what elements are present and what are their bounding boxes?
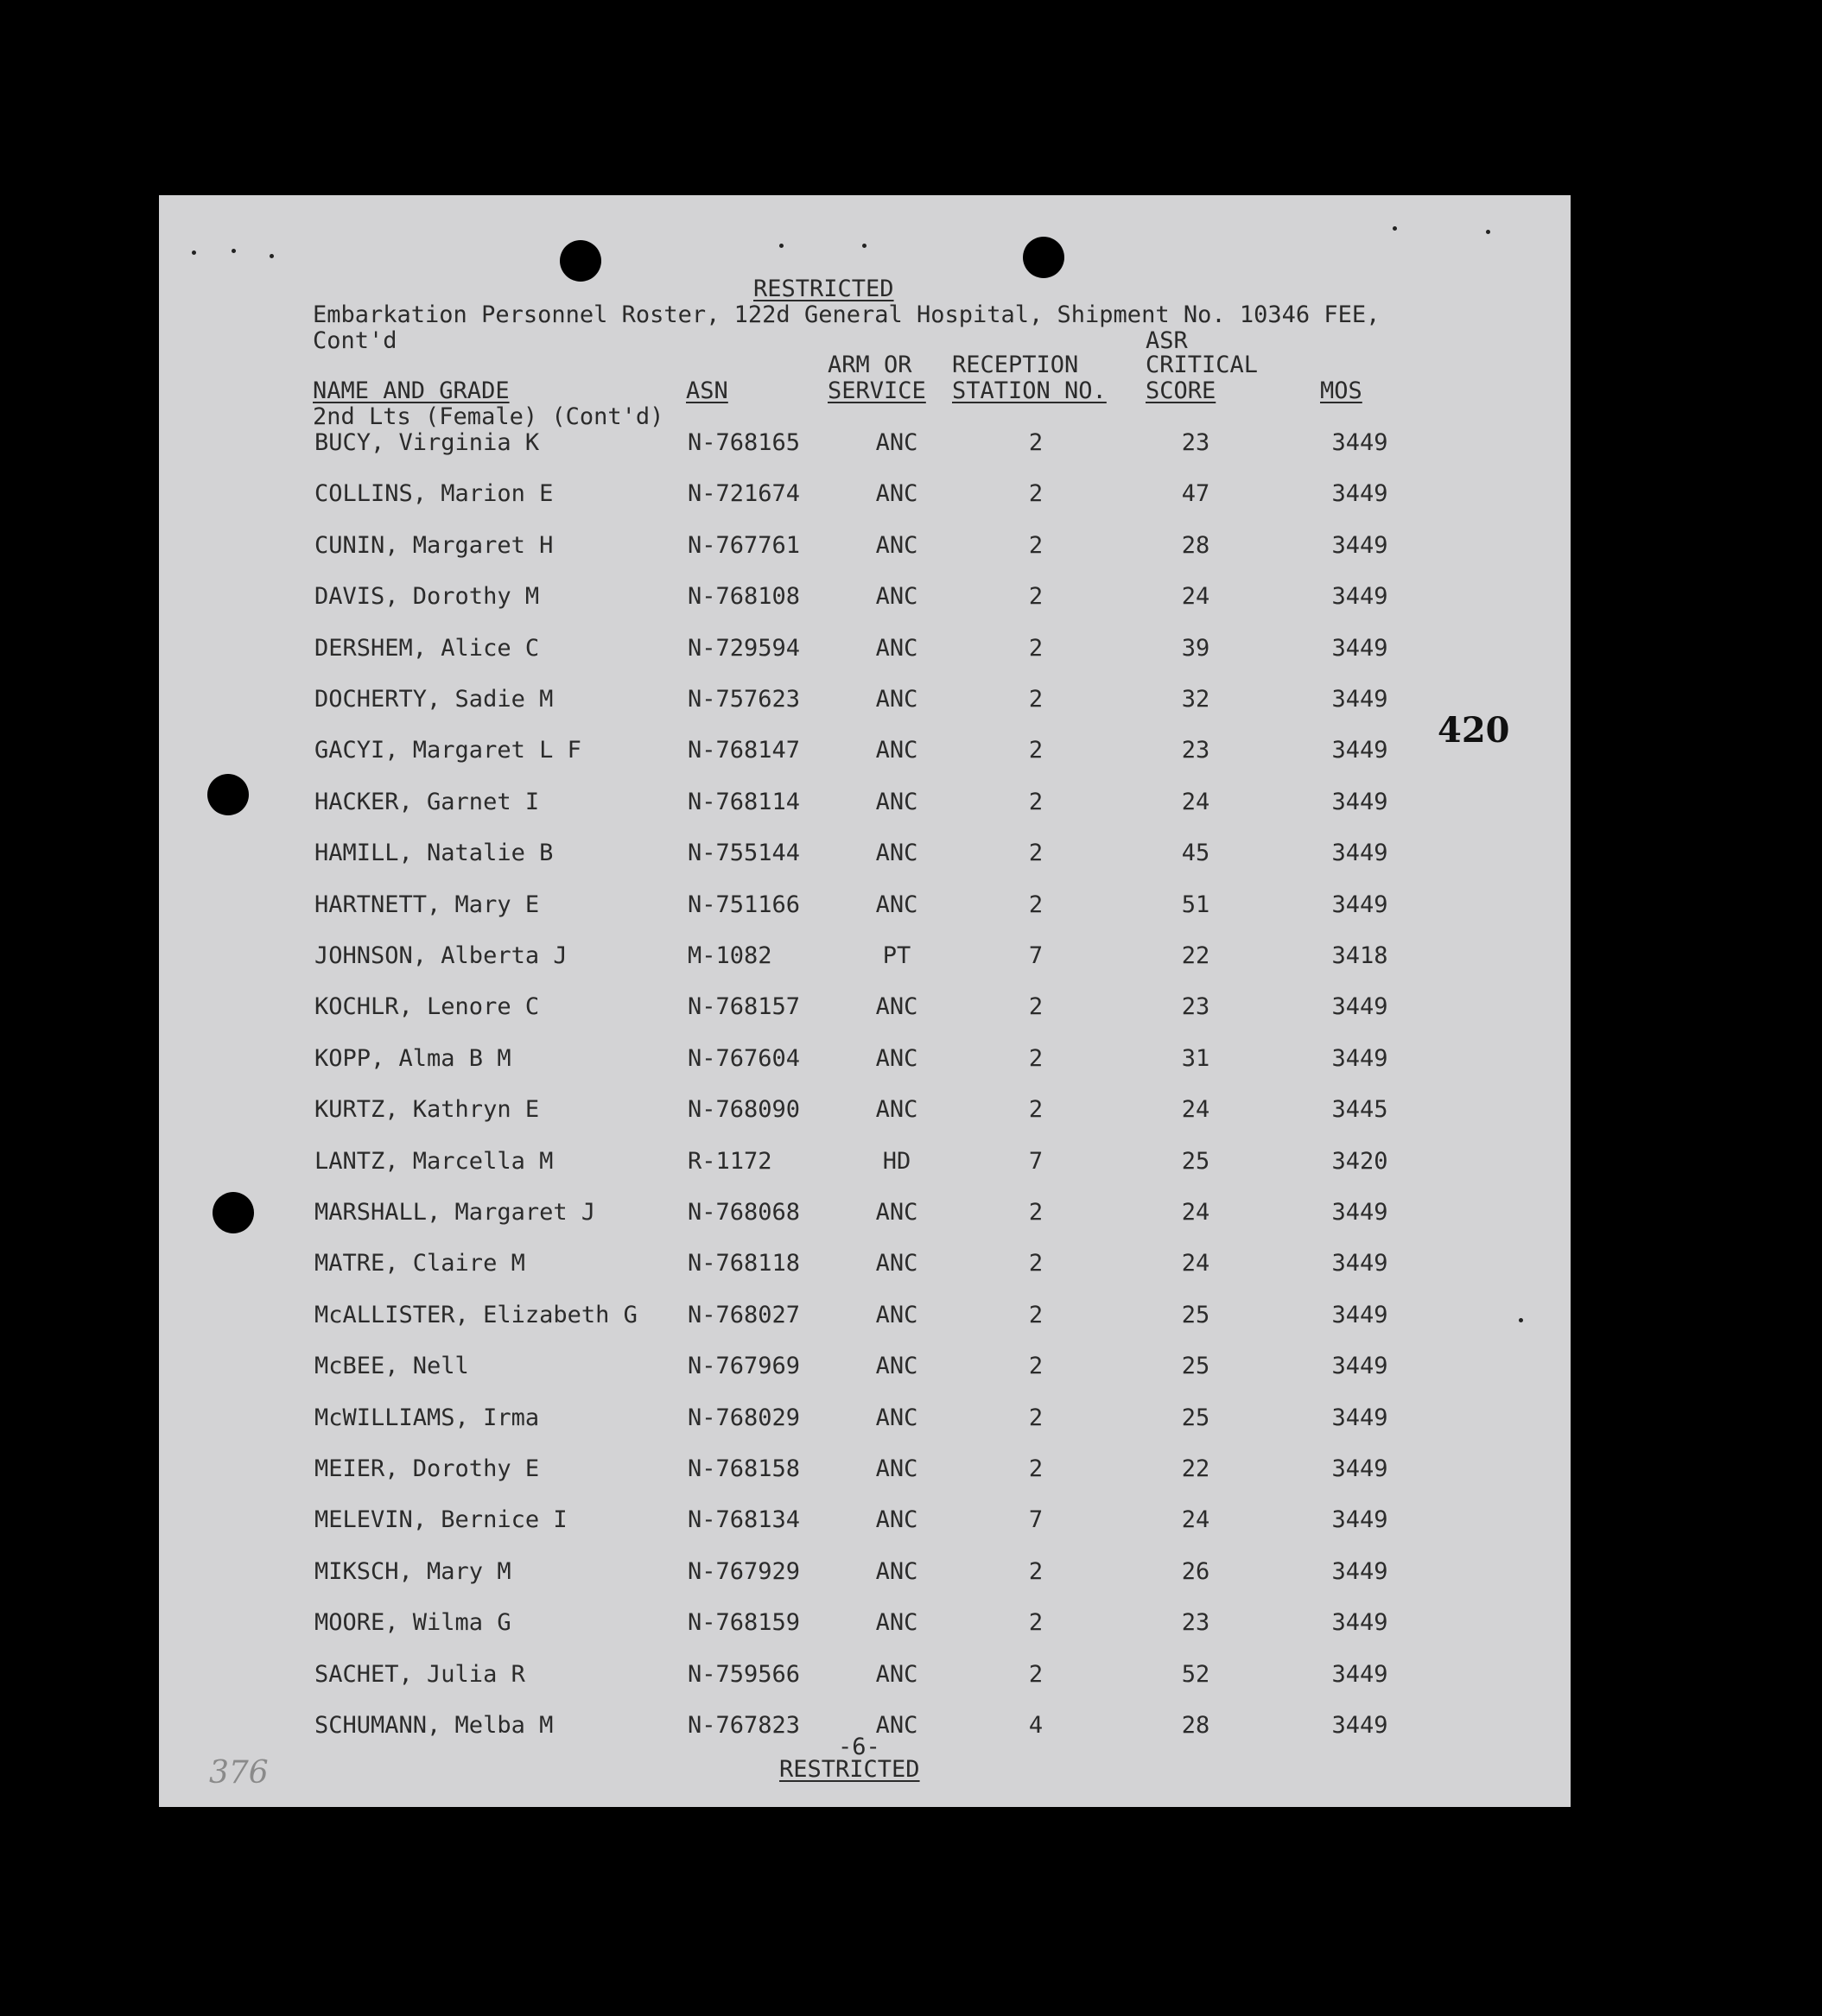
row-mos: 3449 xyxy=(1331,1609,1388,1637)
row-arm-service: HD xyxy=(882,1147,911,1175)
row-name: MEIER, Dorothy E xyxy=(314,1455,540,1482)
row-arm-service: ANC xyxy=(875,1199,918,1226)
col-name-header: NAME AND GRADE xyxy=(313,377,510,404)
row-name: LANTZ, Marcella M xyxy=(314,1147,554,1175)
row-reception-station: 2 xyxy=(1028,788,1044,815)
roster-title: Embarkation Personnel Roster, 122d General Hospital, Shipment No. 10346 FEE, xyxy=(313,301,1381,328)
row-reception-station: 2 xyxy=(1028,1404,1044,1431)
row-reception-station: 2 xyxy=(1028,993,1044,1021)
row-mos: 3449 xyxy=(1331,583,1388,611)
row-arm-service: ANC xyxy=(875,429,918,456)
row-name: SCHUMANN, Melba M xyxy=(314,1712,554,1739)
row-asn: N-768118 xyxy=(688,1250,801,1277)
row-critical-score: 25 xyxy=(1181,1353,1210,1380)
section-label: 2nd Lts (Female) (Cont'd) xyxy=(313,403,664,430)
row-asn: N-767929 xyxy=(688,1557,801,1585)
table-row xyxy=(159,892,1571,918)
table-row xyxy=(159,533,1571,559)
row-name: MIKSCH, Mary M xyxy=(314,1557,511,1585)
row-arm-service: ANC xyxy=(875,1455,918,1482)
table-row xyxy=(159,1046,1571,1072)
table-row xyxy=(159,943,1571,969)
row-name: DAVIS, Dorothy M xyxy=(314,583,540,611)
table-row xyxy=(159,1097,1571,1123)
row-asn: N-768090 xyxy=(688,1096,801,1124)
col-mos-header: MOS xyxy=(1320,377,1362,404)
row-name: McALLISTER, Elizabeth G xyxy=(314,1301,638,1328)
row-arm-service: ANC xyxy=(875,686,918,713)
table-row xyxy=(159,1610,1571,1636)
row-name: HARTNETT, Mary E xyxy=(314,891,540,918)
row-reception-station: 2 xyxy=(1028,1557,1044,1585)
row-asn: N-768134 xyxy=(688,1506,801,1534)
row-arm-service: ANC xyxy=(875,993,918,1021)
speck xyxy=(1393,226,1397,231)
row-reception-station: 2 xyxy=(1028,1609,1044,1637)
row-reception-station: 2 xyxy=(1028,1301,1044,1328)
row-asn: N-755144 xyxy=(688,840,801,867)
row-critical-score: 24 xyxy=(1181,1506,1210,1534)
table-row xyxy=(159,1405,1571,1431)
row-reception-station: 4 xyxy=(1028,1712,1044,1739)
row-asn: N-729594 xyxy=(688,634,801,662)
row-mos: 3449 xyxy=(1331,1250,1388,1277)
row-critical-score: 25 xyxy=(1181,1147,1210,1175)
row-mos: 3449 xyxy=(1331,891,1388,918)
speck xyxy=(862,244,867,248)
row-name: GACYI, Margaret L F xyxy=(314,737,581,764)
speck xyxy=(192,250,196,255)
row-mos: 3449 xyxy=(1331,686,1388,713)
row-arm-service: ANC xyxy=(875,531,918,559)
row-reception-station: 7 xyxy=(1028,1506,1044,1534)
row-arm-service: ANC xyxy=(875,634,918,662)
row-critical-score: 22 xyxy=(1181,942,1210,969)
table-row xyxy=(159,1251,1571,1277)
row-reception-station: 2 xyxy=(1028,1353,1044,1380)
row-arm-service: ANC xyxy=(875,1609,918,1637)
row-mos: 3449 xyxy=(1331,1044,1388,1072)
row-arm-service: ANC xyxy=(875,583,918,611)
row-name: KOCHLR, Lenore C xyxy=(314,993,540,1021)
row-critical-score: 39 xyxy=(1181,634,1210,662)
col-arm-line2: SERVICE xyxy=(828,377,926,404)
row-reception-station: 7 xyxy=(1028,1147,1044,1175)
row-asn: N-768108 xyxy=(688,583,801,611)
row-reception-station: 2 xyxy=(1028,634,1044,662)
row-mos: 3449 xyxy=(1331,1712,1388,1739)
row-arm-service: ANC xyxy=(875,788,918,815)
row-reception-station: 2 xyxy=(1028,891,1044,918)
stamp-number: 420 xyxy=(1438,710,1510,751)
row-reception-station: 2 xyxy=(1028,840,1044,867)
table-row xyxy=(159,1559,1571,1585)
row-name: DOCHERTY, Sadie M xyxy=(314,686,554,713)
col-rsn-line1: RECEPTION xyxy=(952,352,1079,378)
table-row xyxy=(159,738,1571,764)
row-arm-service: PT xyxy=(882,942,911,969)
row-critical-score: 24 xyxy=(1181,583,1210,611)
row-critical-score: 25 xyxy=(1181,1301,1210,1328)
col-crit-line2: CRITICAL xyxy=(1146,352,1259,378)
row-critical-score: 32 xyxy=(1181,686,1210,713)
row-name: KURTZ, Kathryn E xyxy=(314,1096,540,1124)
row-name: KOPP, Alma B M xyxy=(314,1044,511,1072)
row-critical-score: 24 xyxy=(1181,788,1210,815)
restricted-top: RESTRICTED xyxy=(753,276,894,302)
row-name: HAMILL, Natalie B xyxy=(314,840,554,867)
row-name: MELEVIN, Bernice I xyxy=(314,1506,568,1534)
row-reception-station: 2 xyxy=(1028,1096,1044,1124)
row-name: BUCY, Virginia K xyxy=(314,429,540,456)
speck xyxy=(232,249,236,253)
row-name: McWILLIAMS, Irma xyxy=(314,1404,540,1431)
contd-label: Cont'd xyxy=(313,327,397,354)
row-critical-score: 24 xyxy=(1181,1096,1210,1124)
pencil-note: 376 xyxy=(209,1755,269,1791)
row-arm-service: ANC xyxy=(875,737,918,764)
table-row xyxy=(159,584,1571,610)
row-critical-score: 26 xyxy=(1181,1557,1210,1585)
row-name: DERSHEM, Alice C xyxy=(314,634,540,662)
row-asn: N-768159 xyxy=(688,1609,801,1637)
row-mos: 3449 xyxy=(1331,1557,1388,1585)
row-arm-service: ANC xyxy=(875,1353,918,1380)
row-arm-service: ANC xyxy=(875,1506,918,1534)
punch-hole xyxy=(1023,237,1064,278)
row-mos: 3449 xyxy=(1331,993,1388,1021)
row-mos: 3420 xyxy=(1331,1147,1388,1175)
row-critical-score: 22 xyxy=(1181,1455,1210,1482)
row-arm-service: ANC xyxy=(875,1250,918,1277)
row-asn: N-759566 xyxy=(688,1660,801,1688)
row-name: MARSHALL, Margaret J xyxy=(314,1199,596,1226)
row-asn: N-768147 xyxy=(688,737,801,764)
row-asn: N-767969 xyxy=(688,1353,801,1380)
row-critical-score: 47 xyxy=(1181,480,1210,508)
row-asn: M-1082 xyxy=(688,942,772,969)
row-asn: R-1172 xyxy=(688,1147,772,1175)
row-critical-score: 51 xyxy=(1181,891,1210,918)
speck xyxy=(779,244,784,248)
row-asn: N-768029 xyxy=(688,1404,801,1431)
row-mos: 3449 xyxy=(1331,1404,1388,1431)
row-asn: N-767604 xyxy=(688,1044,801,1072)
row-name: MATRE, Claire M xyxy=(314,1250,525,1277)
row-reception-station: 2 xyxy=(1028,1455,1044,1482)
row-arm-service: ANC xyxy=(875,1712,918,1739)
row-asn: N-768165 xyxy=(688,429,801,456)
row-asn: N-768158 xyxy=(688,1455,801,1482)
row-name: MOORE, Wilma G xyxy=(314,1609,511,1637)
row-arm-service: ANC xyxy=(875,891,918,918)
row-arm-service: ANC xyxy=(875,840,918,867)
row-name: SACHET, Julia R xyxy=(314,1660,525,1688)
row-critical-score: 23 xyxy=(1181,993,1210,1021)
row-arm-service: ANC xyxy=(875,1044,918,1072)
col-asn-header: ASN xyxy=(686,377,728,404)
row-asn: N-767823 xyxy=(688,1712,801,1739)
table-row xyxy=(159,1507,1571,1533)
row-reception-station: 2 xyxy=(1028,686,1044,713)
table-row xyxy=(159,1662,1571,1688)
row-asn: N-751166 xyxy=(688,891,801,918)
speck xyxy=(270,254,274,258)
roster-page xyxy=(159,195,1571,1807)
row-mos: 3449 xyxy=(1331,1301,1388,1328)
row-name: COLLINS, Marion E xyxy=(314,480,554,508)
row-reception-station: 2 xyxy=(1028,429,1044,456)
row-mos: 3449 xyxy=(1331,480,1388,508)
row-asn: N-768068 xyxy=(688,1199,801,1226)
col-crit-line1: ASR xyxy=(1146,327,1188,354)
row-asn: N-768114 xyxy=(688,788,801,815)
row-arm-service: ANC xyxy=(875,1301,918,1328)
row-critical-score: 23 xyxy=(1181,429,1210,456)
row-mos: 3445 xyxy=(1331,1096,1388,1124)
col-rsn-line2: STATION NO. xyxy=(952,377,1107,404)
row-critical-score: 31 xyxy=(1181,1044,1210,1072)
row-mos: 3449 xyxy=(1331,429,1388,456)
row-mos: 3449 xyxy=(1331,840,1388,867)
restricted-bottom: RESTRICTED xyxy=(779,1756,920,1783)
row-mos: 3449 xyxy=(1331,1455,1388,1482)
table-row xyxy=(159,1200,1571,1226)
col-arm-line1: ARM OR xyxy=(828,352,912,378)
row-critical-score: 24 xyxy=(1181,1199,1210,1226)
row-asn: N-768027 xyxy=(688,1301,801,1328)
table-row xyxy=(159,1303,1571,1328)
table-row xyxy=(159,1354,1571,1379)
row-critical-score: 52 xyxy=(1181,1660,1210,1688)
row-critical-score: 28 xyxy=(1181,1712,1210,1739)
row-mos: 3418 xyxy=(1331,942,1388,969)
row-arm-service: ANC xyxy=(875,1557,918,1585)
row-reception-station: 2 xyxy=(1028,1199,1044,1226)
row-reception-station: 2 xyxy=(1028,1250,1044,1277)
row-arm-service: ANC xyxy=(875,480,918,508)
row-critical-score: 23 xyxy=(1181,737,1210,764)
row-arm-service: ANC xyxy=(875,1404,918,1431)
table-row xyxy=(159,1456,1571,1482)
row-name: McBEE, Nell xyxy=(314,1353,469,1380)
table-row xyxy=(159,840,1571,866)
table-row xyxy=(159,789,1571,815)
table-row xyxy=(159,430,1571,456)
row-reception-station: 2 xyxy=(1028,480,1044,508)
table-row xyxy=(159,481,1571,507)
row-mos: 3449 xyxy=(1331,531,1388,559)
table-row xyxy=(159,687,1571,713)
row-critical-score: 25 xyxy=(1181,1404,1210,1431)
speck xyxy=(1486,230,1490,234)
row-mos: 3449 xyxy=(1331,1660,1388,1688)
row-reception-station: 7 xyxy=(1028,942,1044,969)
row-reception-station: 2 xyxy=(1028,531,1044,559)
table-row xyxy=(159,636,1571,662)
page-number: -6- xyxy=(838,1734,880,1760)
row-arm-service: ANC xyxy=(875,1096,918,1124)
table-row xyxy=(159,1149,1571,1175)
row-critical-score: 23 xyxy=(1181,1609,1210,1637)
row-asn: N-721674 xyxy=(688,480,801,508)
row-mos: 3449 xyxy=(1331,1199,1388,1226)
row-reception-station: 2 xyxy=(1028,1660,1044,1688)
row-reception-station: 2 xyxy=(1028,1044,1044,1072)
table-row xyxy=(159,994,1571,1020)
row-asn: N-757623 xyxy=(688,686,801,713)
row-mos: 3449 xyxy=(1331,788,1388,815)
row-mos: 3449 xyxy=(1331,634,1388,662)
row-critical-score: 24 xyxy=(1181,1250,1210,1277)
col-crit-line3: SCORE xyxy=(1146,377,1216,404)
row-asn: N-767761 xyxy=(688,531,801,559)
row-mos: 3449 xyxy=(1331,1506,1388,1534)
row-name: JOHNSON, Alberta J xyxy=(314,942,568,969)
row-asn: N-768157 xyxy=(688,993,801,1021)
row-mos: 3449 xyxy=(1331,737,1388,764)
row-arm-service: ANC xyxy=(875,1660,918,1688)
row-reception-station: 2 xyxy=(1028,737,1044,764)
row-critical-score: 28 xyxy=(1181,531,1210,559)
row-critical-score: 45 xyxy=(1181,840,1210,867)
row-mos: 3449 xyxy=(1331,1353,1388,1380)
row-name: CUNIN, Margaret H xyxy=(314,531,554,559)
row-reception-station: 2 xyxy=(1028,583,1044,611)
punch-hole xyxy=(560,240,601,282)
row-name: HACKER, Garnet I xyxy=(314,788,540,815)
